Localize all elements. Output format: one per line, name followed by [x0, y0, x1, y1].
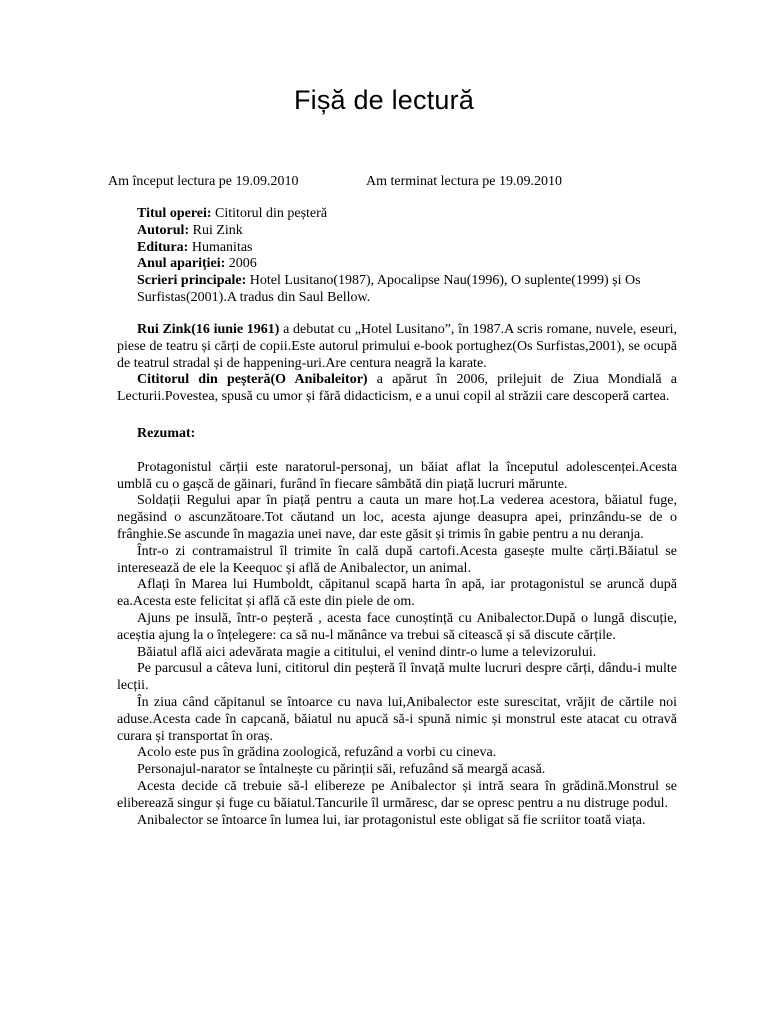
summary-paragraph: Pe parcusul a câteva luni, cititorul din peșteră îl învață multe lucruri despre cărți, dându-i multe lecții. — [117, 661, 677, 694]
summary-paragraph: Ajuns pe insulă, într-o peșteră , acesta face cunoștință cu Anibalector.După o lungă discuție, aceștia ajung la o înțelegere: ca să nu-l mănânce va trebui să citească și să discute cărțile. — [117, 610, 677, 643]
info-publisher-row — [117, 240, 677, 257]
info-value: 2006 — [225, 256, 257, 272]
book-info — [117, 206, 677, 307]
info-works-row — [117, 273, 677, 307]
info-label: Editura: — [137, 239, 189, 255]
summary-paragraph: Anibalector se întoarce în lumea lui, iar protagonistul este obligat să fie scriitor toată viața. — [137, 812, 646, 828]
intro-text: a apărut în 2006, prilejuit de Ziua Mondială a Lecturii.Povestea, spusă cu umor și fără didacticism, e a unui copil al străzii care descoperă cartea. — [117, 372, 677, 405]
intro-paragraph — [117, 322, 677, 372]
start-date: Am început lectura pe 19.09.2010 — [108, 174, 299, 189]
info-label: Titul operei: — [137, 206, 212, 221]
main-content — [117, 322, 677, 829]
info-author-row — [117, 223, 677, 240]
intro-text: a debutat cu „Hotel Lusitano”, în 1987.A scris romane, nuvele, eseuri, piese de teatru și cărți de copii.Este autorul primului e-book portughez(Os Surfistas,2001), se ocupă de teatrul stradal și de happening-uri.Are centura neagră la karate. — [117, 322, 677, 371]
summary-paragraph: Acolo este pus în grădina zoologică, refuzând a vorbi cu cineva. — [137, 745, 497, 761]
summary-paragraph: Aflați în Marea lui Humboldt, căpitanul scapă harta în apă, iar protagonistul se aruncă după ea.Acesta este felicitat și află că este din piele de om. — [117, 577, 677, 610]
info-label: Anul apariției: — [137, 256, 226, 272]
reading-dates — [108, 174, 562, 190]
summary-heading: Rezumat: — [137, 425, 196, 441]
summary-paragraph: În ziua când căpitanul se întoarce cu nava lui,Anibalector este surescitat, vrăjit de cărtile noi aduse.Acesta cade în capcană, băiatul nu apucă să-i spună nimic și monstrul este atacat cu otravă curara și transportat în oraș. — [117, 694, 677, 744]
summary-paragraph: Personajul-narator se întalnește cu părinții săi, refuzând să meargă acasă. — [137, 762, 546, 778]
intro-bold: Cititorul din peșteră(O Anibaleitor) — [137, 372, 368, 388]
summary-paragraph: Acesta decide că trebuie să-l elibereze pe Anibalector și intră seara în grădină.Monstrul se eliberează singur și fuge cu băiatul.Tancurile îl urmăresc, dar se opresc pentru a nu distruge podul. — [117, 778, 677, 811]
summary-paragraph: Băiatul află aici adevărata magie a cititului, el venind dintr-o lume a televizorului. — [137, 644, 597, 660]
intro-bold: Rui Zink(16 iunie 1961) — [137, 322, 280, 337]
page-title: Fișă de lectură — [293, 85, 475, 115]
info-label: Scrieri principale: — [137, 273, 247, 289]
info-value: Cititorul din peșteră — [211, 206, 328, 221]
summary-paragraph: Soldații Regului apar în piață pentru a cauta un mare hoț.La vederea acestora, băiatul fuge, negăsind o ascunzătoare.Tot căutand un loc, acesta ajunge deasupra apei, prinzându-se de o frânghie.Se ascunde în magazia unei nave, dar este găsit și trimis în gabie pentru a nu deranja. — [117, 493, 677, 542]
intro-paragraph — [117, 372, 677, 406]
info-value: Humanitas — [188, 239, 253, 255]
summary-paragraph: Într-o zi contramaistrul îl trimite în cală după cartofi.Acesta gasește multe cărți.Băiatul se interesează de ele la Keequoc și află de Anibalector, un animal. — [117, 543, 677, 576]
info-value: Rui Zink — [189, 222, 243, 238]
info-year-row — [117, 256, 677, 273]
summary-paragraph: Protagonistul cărții este naratorul-personaj, un băiat aflat la începutul adolescenței.Acesta umblă cu o gașcă de găinari, furând în fiecare sâmbătă din piață lucruri mărunte. — [117, 459, 677, 492]
info-title-row — [117, 206, 677, 223]
info-label: Autorul: — [137, 222, 190, 238]
end-date: Am terminat lectura pe 19.09.2010 — [366, 174, 562, 189]
info-value: Hotel Lusitano(1987), Apocalipse Nau(1996), O suplente(1999) și Os Surfistas(2001).A tradus din Saul Bellow. — [137, 273, 641, 305]
